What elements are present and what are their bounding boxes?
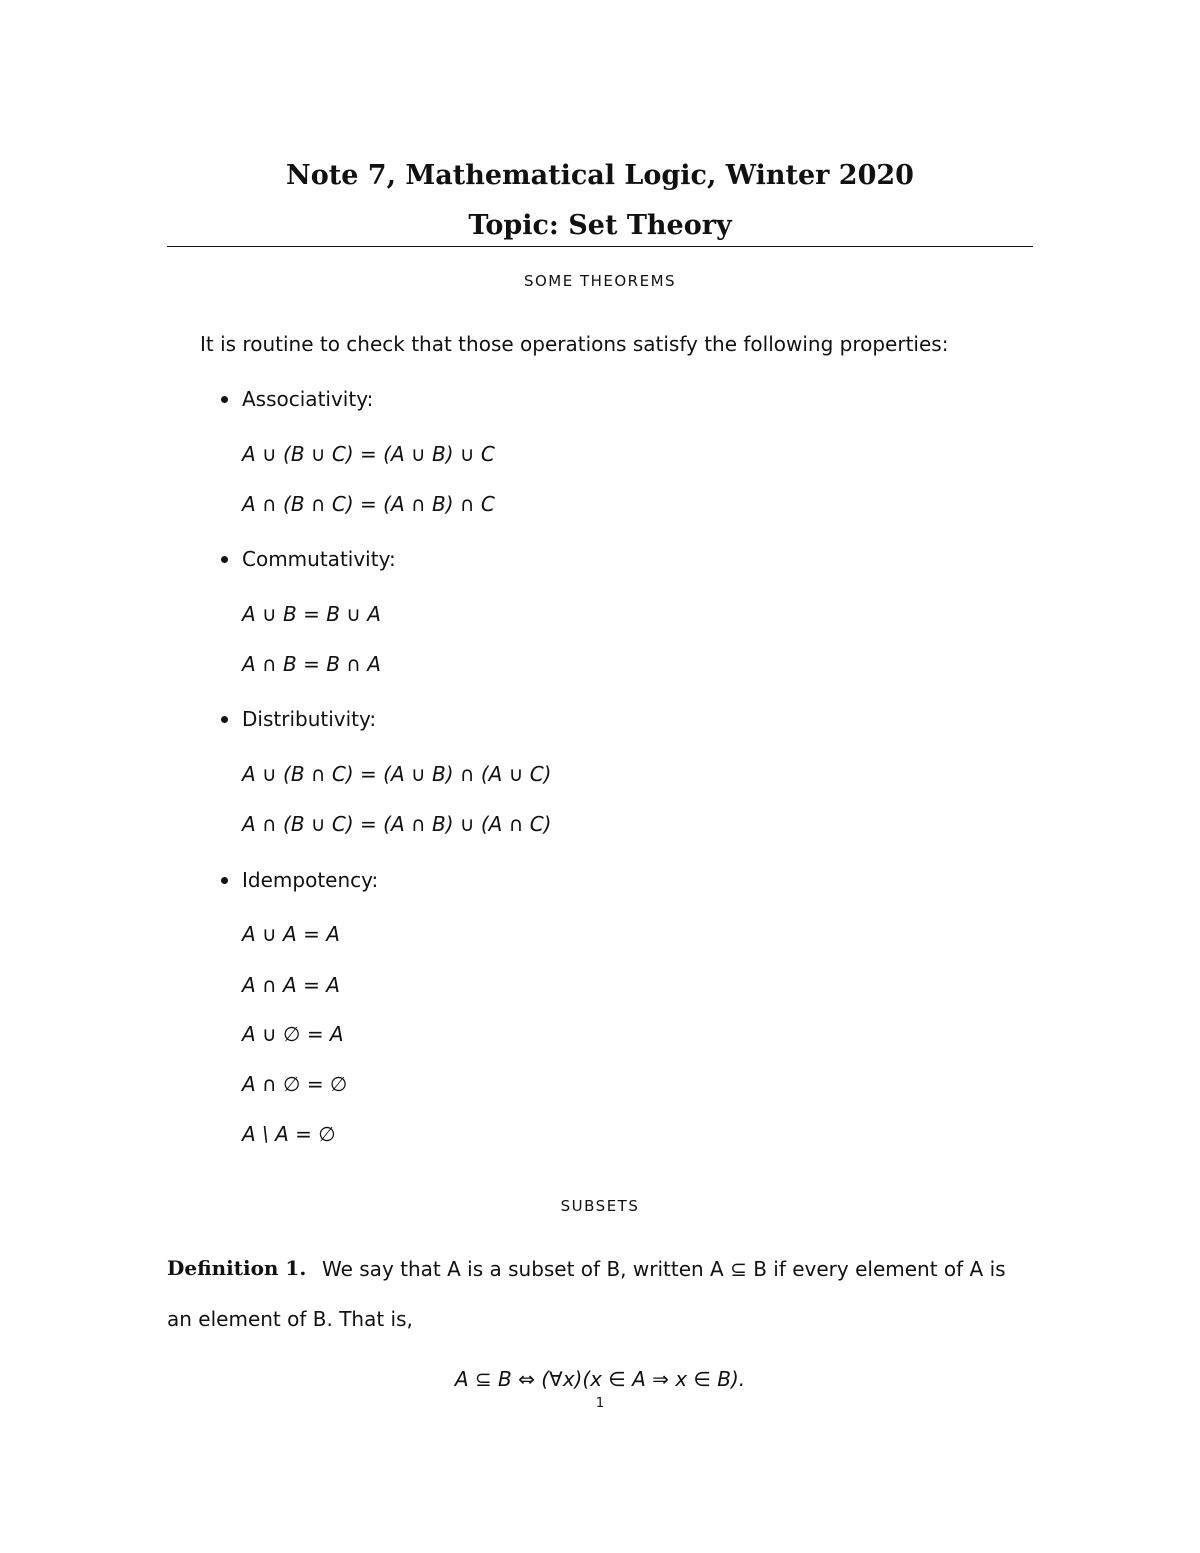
document-topic: Topic: Set Theory [468,210,732,241]
subset-formula: A ⊆ B ⇔ (∀x)(x ∈ A ⇒ x ∈ B). [454,1367,746,1391]
equation: A ∪ B = B ∪ A [242,602,381,626]
equation: A ∩ (B ∪ C) = (A ∩ B) ∪ (A ∩ C) [242,812,552,836]
property-label-idempotency: Idempotency: [242,868,379,892]
document-title: Note 7, Mathematical Logic, Winter 2020 [286,160,914,191]
equation: A ∩ A = A [242,973,340,997]
equation: A \ A = ∅ [242,1122,336,1146]
section-heading-theorems: SOME THEOREMS [523,272,677,290]
equation: A ∪ (B ∩ C) = (A ∪ B) ∩ (A ∪ C) [242,762,552,786]
intro-paragraph: It is routine to check that those operations satisfy the following properties: [200,332,949,356]
definition-text: We say that A is a subset of B, written A ⊆ B if every element of A is [322,1257,1006,1281]
bullet-icon [221,396,228,403]
bullet-icon [221,556,228,563]
title-rule [167,246,1033,247]
page-number: 1 [595,1396,605,1411]
property-label-commutativity: Commutativity: [242,547,396,571]
equation: A ∩ ∅ = ∅ [242,1072,348,1096]
definition-text-continued: an element of B. That is, [167,1307,413,1331]
property-label-associativity: Associativity: [242,387,374,411]
bullet-icon [221,877,228,884]
equation: A ∪ A = A [242,922,340,946]
equation: A ∪ ∅ = A [242,1022,344,1046]
equation: A ∩ B = B ∩ A [242,652,381,676]
definition-label: Definition 1. [167,1256,307,1280]
equation: A ∩ (B ∩ C) = (A ∩ B) ∩ C [242,492,495,516]
equation: A ∪ (B ∪ C) = (A ∪ B) ∪ C [242,442,495,466]
property-label-distributivity: Distributivity: [242,707,377,731]
section-heading-subsets: SUBSETS [560,1197,640,1215]
bullet-icon [221,716,228,723]
